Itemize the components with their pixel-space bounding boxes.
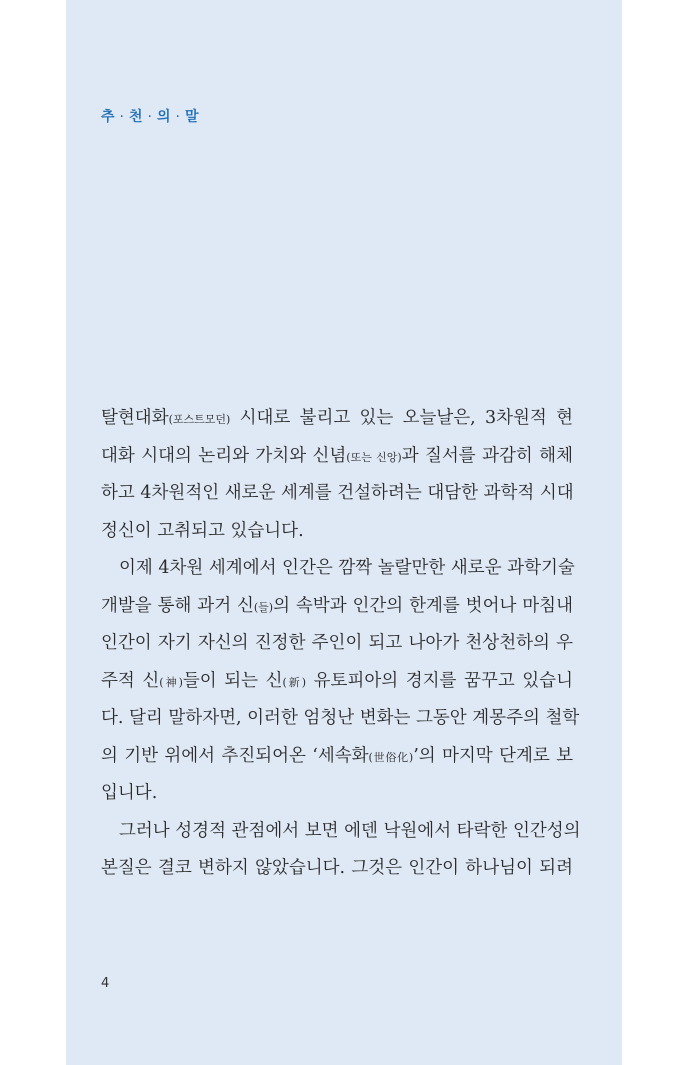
title-separator: · bbox=[147, 109, 152, 125]
text-line bbox=[101, 700, 580, 738]
title-separator: · bbox=[175, 109, 180, 125]
text-run: 인간이 자기 자신의 진정한 주인이 되고 나아가 천상천하의 우 bbox=[101, 633, 573, 653]
title-separator: · bbox=[119, 109, 124, 125]
annotation-run: (포스트모던) bbox=[168, 413, 231, 426]
page-number: 4 bbox=[101, 976, 110, 991]
text-line bbox=[101, 400, 573, 438]
text-run: 대화 시대의 논리와 가치와 신념 bbox=[101, 445, 347, 466]
section-title-char: 추 bbox=[101, 109, 115, 125]
text-run: 이제 4차원 세계에서 인간은 깜짝 놀랄만한 새로운 과학기술 bbox=[119, 558, 575, 578]
section-title bbox=[101, 106, 198, 126]
section-title-char: 천 bbox=[128, 109, 143, 125]
text-line bbox=[101, 813, 581, 851]
text-run: ’의 마지막 단계로 보 bbox=[413, 745, 573, 766]
annotation-run: (世俗化) bbox=[368, 750, 414, 764]
body-text bbox=[101, 400, 581, 888]
text-line bbox=[101, 475, 573, 513]
text-line bbox=[101, 775, 573, 813]
text-run: 정신이 고취되고 있습니다. bbox=[101, 520, 304, 541]
section-title-char: 의 bbox=[156, 109, 171, 125]
text-line bbox=[101, 850, 573, 888]
text-run: 그러나 성경적 관점에서 보면 에덴 낙원에서 타락한 인간성의 bbox=[119, 820, 581, 841]
text-line bbox=[101, 550, 573, 588]
text-line bbox=[101, 588, 573, 626]
text-run: 본질은 결코 변하지 않았습니다. 그것은 인간이 하나님이 되려 bbox=[101, 858, 573, 878]
annotation-run: (新) bbox=[282, 675, 307, 689]
section-title-char: 말 bbox=[184, 109, 199, 125]
text-run: 과 질서를 과감히 해체 bbox=[401, 445, 573, 466]
text-run: 의 기반 위에서 추진되어온 ‘세속화 bbox=[101, 745, 369, 766]
annotation-run: (또는 신앙) bbox=[346, 450, 402, 464]
text-run: 유토피아의 경지를 꿈꾸고 있습니 bbox=[306, 670, 573, 691]
text-run: 들이 되는 신 bbox=[182, 670, 283, 691]
text-run: 시대로 불리고 있는 오늘날은, 3차원적 현 bbox=[230, 408, 573, 428]
text-line bbox=[101, 663, 573, 701]
text-run: 개발을 통해 과거 신 bbox=[101, 595, 254, 616]
annotation-run: (神) bbox=[159, 675, 183, 689]
text-line bbox=[101, 438, 573, 476]
text-run: 의 속박과 인간의 한계를 벗어나 마침내 bbox=[273, 595, 573, 616]
text-line bbox=[101, 625, 573, 663]
text-run: 다. 달리 말하자면, 이러한 엄청난 변화는 그동안 계몽주의 철학 bbox=[101, 708, 580, 728]
text-line bbox=[101, 513, 573, 551]
text-run: 입니다. bbox=[101, 783, 158, 803]
text-run: 탈현대화 bbox=[101, 408, 169, 428]
text-run: 하고 4차원적인 새로운 세계를 건설하려는 대담한 과학적 시대 bbox=[101, 483, 574, 503]
annotation-run: (들) bbox=[253, 600, 274, 614]
text-line bbox=[101, 738, 573, 776]
text-run: 주적 신 bbox=[101, 670, 160, 691]
